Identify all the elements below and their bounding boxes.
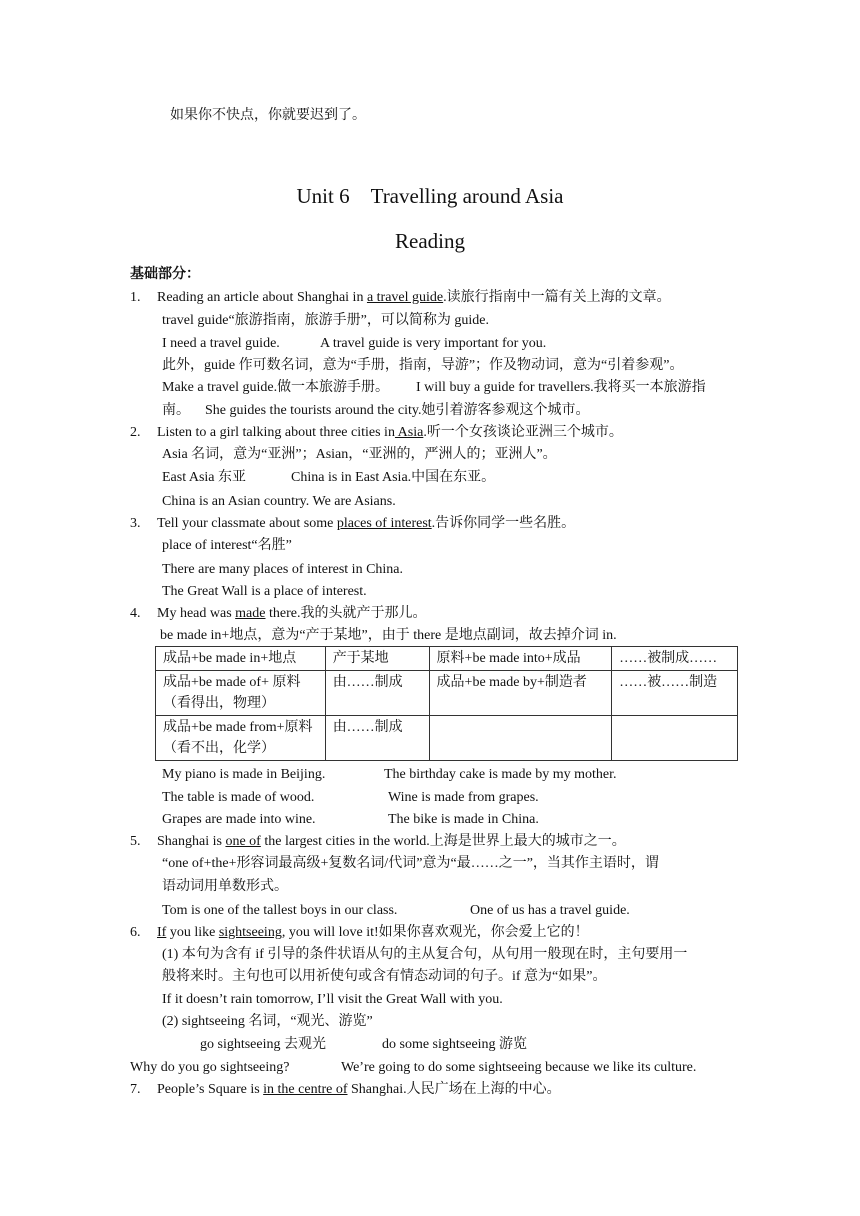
table-cell: 成品+be made of+ 原料（看得出，物理） bbox=[156, 671, 326, 716]
example-sentence: Grapes are made into wine. bbox=[162, 812, 316, 827]
item-2-heading: Listen to a girl talking about three cities in Asia.听一个女孩谈论亚洲三个城市。 bbox=[157, 425, 623, 440]
note-line: (1) 本句为含有 if 引导的条件状语从句的主从复合句，从句用一般现在时，主句要用一 bbox=[162, 947, 688, 962]
table-cell: 原料+be made into+成品 bbox=[429, 647, 612, 671]
item-7-heading: People’s Square is in the centre of Shanghai.人民广场在上海的中心。 bbox=[157, 1082, 561, 1097]
example-sentence: Why do you go sightseeing? bbox=[130, 1060, 290, 1075]
example-sentence: The table is made of wood. bbox=[162, 790, 315, 805]
note-line: 般将来时。主句也可以用祈使句或含有情态动词的句子。if 意为“如果”。 bbox=[162, 969, 607, 984]
item-3-heading: Tell your classmate about some places of interest.告诉你同学一些名胜。 bbox=[157, 516, 576, 531]
note-line: (2) sightseeing 名词，“观光、游览” bbox=[162, 1014, 373, 1029]
table-cell: ……被制成…… bbox=[612, 647, 738, 671]
item-5-heading: Shanghai is one of the largest cities in the world.上海是世界上最大的城市之一。 bbox=[157, 834, 626, 849]
item-number: 5. bbox=[130, 834, 141, 849]
example-sentence: I need a travel guide. bbox=[162, 336, 280, 351]
example-phrase: go sightseeing 去观光 bbox=[200, 1037, 326, 1052]
example-sentence: The birthday cake is made by my mother. bbox=[384, 767, 617, 782]
item-number: 2. bbox=[130, 425, 141, 440]
example-sentence: I will buy a guide for travellers.我将买一本旅游指 bbox=[416, 380, 706, 395]
table-cell: 成品+be made in+地点 bbox=[156, 647, 326, 671]
table-cell: 成品+be made by+制造者 bbox=[429, 671, 612, 716]
section-title: Reading bbox=[395, 229, 465, 253]
example-sentence: If it doesn’t rain tomorrow, I’ll visit the Great Wall with you. bbox=[162, 992, 503, 1007]
note-line: 语动词用单数形式。 bbox=[162, 879, 288, 894]
item-6-heading: If you like sightseeing, you will love it!如果你喜欢观光，你会爱上它的！ bbox=[157, 925, 589, 940]
example-sentence: A travel guide is very important for you. bbox=[320, 336, 547, 351]
table-cell: ……被……制造 bbox=[612, 671, 738, 716]
item-number: 6. bbox=[130, 925, 141, 940]
example-sentence: One of us has a travel guide. bbox=[470, 903, 630, 918]
table-cell: 成品+be made from+原料（看不出，化学） bbox=[156, 716, 326, 761]
table-cell: 由……制成 bbox=[325, 716, 429, 761]
item-number: 7. bbox=[130, 1082, 141, 1097]
example-sentence: 南。 bbox=[162, 403, 190, 418]
item-1-heading: Reading an article about Shanghai in a travel guide.读旅行指南中一篇有关上海的文章。 bbox=[157, 290, 671, 305]
table-cell bbox=[612, 716, 738, 761]
basic-section-heading: 基础部分： bbox=[130, 266, 200, 282]
example-sentence: We’re going to do some sightseeing because we like its culture. bbox=[341, 1060, 697, 1075]
example-sentence: The bike is made in China. bbox=[388, 812, 539, 827]
table-row bbox=[156, 671, 738, 716]
item-number: 1. bbox=[130, 290, 141, 305]
table-cell: 产于某地 bbox=[325, 647, 429, 671]
unit-title: Unit 6 Travelling around Asia bbox=[296, 184, 564, 208]
example-sentence: East Asia 东亚 bbox=[162, 470, 246, 485]
item-4-heading: My head was made there.我的头就产于那儿。 bbox=[157, 606, 427, 621]
table-row bbox=[156, 716, 738, 761]
table-row bbox=[156, 647, 738, 671]
note-line: “one of+the+形容词最高级+复数名词/代词”意为“最……之一”，当其作主语时，谓 bbox=[162, 856, 659, 871]
example-phrase: do some sightseeing 游览 bbox=[382, 1037, 528, 1052]
top-sentence: 如果你不快点，你就要迟到了。 bbox=[170, 108, 366, 123]
note-line: 此外，guide 作可数名词，意为“手册，指南，导游”；作及物动词，意为“引着参观”。 bbox=[162, 358, 684, 373]
example-sentence: Make a travel guide.做一本旅游手册。 bbox=[162, 380, 390, 395]
example-sentence: She guides the tourists around the city.她引着游客参观这个城市。 bbox=[205, 403, 590, 418]
note-line: be made in+地点，意为“产于某地”，由于 there 是地点副词，故去掉介词 in. bbox=[160, 628, 617, 643]
example-sentence: Tom is one of the tallest boys in our class. bbox=[162, 903, 398, 918]
table-cell: 由……制成 bbox=[325, 671, 429, 716]
example-sentence: Wine is made from grapes. bbox=[388, 790, 539, 805]
table-cell bbox=[429, 716, 612, 761]
example-sentence: China is an Asian country. We are Asians. bbox=[162, 494, 396, 509]
example-sentence: There are many places of interest in China. bbox=[162, 562, 404, 577]
note-line: travel guide“旅游指南，旅游手册”，可以简称为 guide. bbox=[162, 313, 490, 328]
note-line: place of interest“名胜” bbox=[162, 538, 292, 553]
be-made-usage-table bbox=[155, 646, 738, 761]
item-number: 4. bbox=[130, 606, 141, 621]
note-line: Asia 名词，意为“亚洲”；Asian，“亚洲的，严洲人的；亚洲人”。 bbox=[162, 447, 557, 462]
example-sentence: The Great Wall is a place of interest. bbox=[162, 584, 367, 599]
example-sentence: China is in East Asia.中国在东亚。 bbox=[291, 470, 496, 485]
example-sentence: My piano is made in Beijing. bbox=[162, 767, 326, 782]
item-number: 3. bbox=[130, 516, 141, 531]
